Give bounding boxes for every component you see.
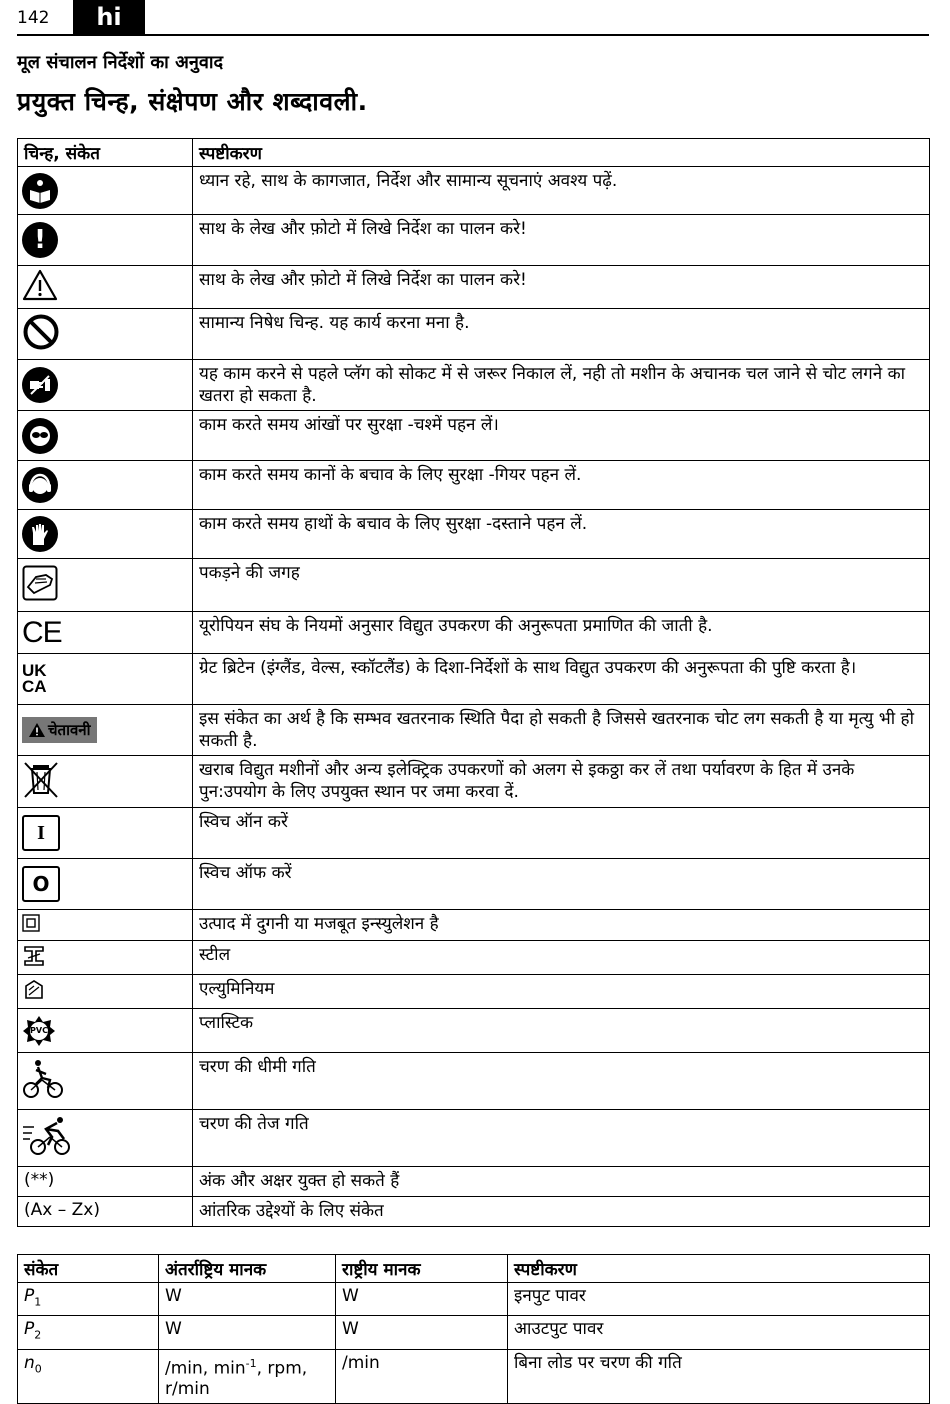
symbol-cell: [18, 859, 193, 910]
document-subtitle: मूल संचालन निर्देशों का अनुवाद: [17, 52, 224, 73]
language-badge: hi: [73, 0, 145, 34]
table-row: [18, 705, 930, 756]
symbol-cell: $n_0$: [18, 1349, 159, 1404]
symbol-cell: [18, 910, 193, 941]
explanation-cell: उत्पाद में दुगनी या मजबूत इन्स्युलेशन है: [193, 910, 930, 941]
exclamation-circle-icon: !: [22, 222, 58, 258]
symbol-cell: [18, 167, 193, 215]
double-insulation-icon: [22, 914, 40, 932]
explanation-cell: काम करते समय कानों के बचाव के लिए सुरक्षा -गियर पहन लें.: [193, 461, 930, 510]
page-number: 142: [17, 8, 50, 28]
read-manual-icon: [22, 173, 58, 209]
column-header-national: राष्ट्रीय मानक: [336, 1255, 508, 1283]
column-header-symbol: संकेत: [18, 1255, 159, 1283]
explanation-cell: खराब विद्युत मशीनों और अन्य इलेक्ट्रिक उपकरणों को अलग से इकठ्ठा कर लें तथा पर्यावरण के हित में उनके पुन:उपयोग के लिए उपयुक्त स्थान पर जमा करवा दें.: [193, 756, 930, 808]
column-header-explanation: स्पष्टीकरण: [508, 1255, 930, 1283]
national-unit-cell: W: [336, 1316, 508, 1349]
slow-cyclist-icon: [22, 1058, 64, 1100]
table-row: [18, 654, 930, 705]
explanation-cell: ग्रेट ब्रिटेन (इंग्लैंड, वेल्स, स्कॉटलैंड) के दिशा-निर्देशों के साथ विद्युत उपकरण की अनुरूपता की पुष्टि करता है।: [193, 654, 930, 705]
explanation-cell: साथ के लेख और फ़ोटो में लिखे निर्देश का पालन करे!: [193, 266, 930, 309]
table-row: [18, 1283, 930, 1316]
warning-badge-label: चेतावनी: [48, 721, 91, 739]
symbol-cell: [18, 510, 193, 559]
fast-cyclist-icon: [22, 1115, 72, 1157]
explanation-cell: इस संकेत का अर्थ है कि सम्भव खतरनाक स्थिति पैदा हो सकती है जिससे खतरनाक चोट लग सकती है या मृत्यु भी हो सकती है.: [193, 705, 930, 756]
table-row: [18, 461, 930, 510]
table-header-row: [18, 139, 930, 167]
table-row: [18, 266, 930, 309]
national-unit-cell: /min: [336, 1349, 508, 1404]
unplug-icon: [22, 367, 58, 403]
symbols-table: [17, 138, 930, 1227]
explanation-cell: आंतरिक उद्देश्यों के लिए संकेत: [193, 1197, 930, 1227]
explanation-cell: अंक और अक्षर युक्त हो सकते हैं: [193, 1167, 930, 1197]
weee-bin-icon: [22, 760, 60, 800]
table-row: [18, 309, 930, 360]
column-header-international: अंतर्राष्ट्रिय मानक: [159, 1255, 336, 1283]
table-row: [18, 1316, 930, 1349]
symbol-cell: $P_1$: [18, 1283, 159, 1316]
column-header-explanation: स्पष्टीकरण: [193, 139, 930, 167]
table-row: [18, 1167, 930, 1197]
table-row: [18, 1053, 930, 1110]
explanation-cell: आउटपुट पावर: [508, 1316, 930, 1349]
prohibition-icon: [22, 313, 60, 351]
table-row: [18, 859, 930, 910]
table-row: [18, 360, 930, 411]
gloves-icon: [22, 516, 58, 552]
symbol-cell: [18, 411, 193, 461]
switch-on-icon: I: [22, 815, 60, 851]
symbol-cell: [18, 215, 193, 266]
table-header-row: [18, 1255, 930, 1283]
explanation-cell: सामान्य निषेध चिन्ह. यह कार्य करना मना है.: [193, 309, 930, 360]
symbol-cell: [18, 1053, 193, 1110]
explanation-cell: बिना लोड पर चरण की गति: [508, 1349, 930, 1404]
table-row: [18, 910, 930, 941]
table-row: [18, 215, 930, 266]
explanation-cell: यूरोपियन संघ के नियमों अनुसार विद्युत उपकरण की अनुरूपता प्रमाणित की जाती है.: [193, 612, 930, 654]
symbol-cell: [18, 756, 193, 808]
units-table: [17, 1254, 930, 1404]
explanation-cell: प्लास्टिक: [193, 1009, 930, 1053]
intl-unit-cell: /min, $\min^{-1}$, rpm, r/min: [159, 1349, 336, 1404]
symbol-cell: $P_2$: [18, 1316, 159, 1349]
table-row: [18, 612, 930, 654]
ukca-mark-icon: UK CA: [22, 660, 47, 696]
explanation-cell: साथ के लेख और फ़ोटो में लिखे निर्देश का पालन करे!: [193, 215, 930, 266]
table-row: [18, 1197, 930, 1227]
table-row: [18, 411, 930, 461]
column-header-symbol: चिन्ह, संकेत: [18, 139, 193, 167]
table-row: [18, 1110, 930, 1167]
explanation-cell: चरण की धीमी गति: [193, 1053, 930, 1110]
symbol-cell: [18, 360, 193, 411]
explanation-cell: इनपुट पावर: [508, 1283, 930, 1316]
table-row: [18, 559, 930, 612]
explanation-cell: स्टील: [193, 941, 930, 975]
symbol-cell: [18, 705, 193, 756]
symbol-cell: [18, 1009, 193, 1053]
explanation-cell: काम करते समय आंखों पर सुरक्षा -चश्में पहन लें।: [193, 411, 930, 461]
switch-off-icon: O: [22, 866, 60, 902]
intl-unit-cell: W: [159, 1283, 336, 1316]
table-row: [18, 941, 930, 975]
symbol-cell: [18, 612, 193, 654]
symbol-cell: [18, 975, 193, 1009]
symbol-cell: [18, 1110, 193, 1167]
symbol-cell: [18, 461, 193, 510]
explanation-cell: स्विच ऑफ करें: [193, 859, 930, 910]
explanation-cell: स्विच ऑन करें: [193, 808, 930, 859]
plastic-pvc-icon: [22, 1014, 56, 1048]
table-row: [18, 756, 930, 808]
symbol-cell: (**): [18, 1167, 193, 1197]
section-title: प्रयुक्त चिन्ह, संक्षेपण और शब्दावली.: [17, 87, 368, 116]
explanation-cell: पकड़ने की जगह: [193, 559, 930, 612]
ce-mark-icon: CE: [22, 615, 62, 649]
safety-glasses-icon: [22, 418, 58, 454]
table-row: [18, 167, 930, 215]
warning-badge-icon: [22, 717, 97, 743]
explanation-cell: यह काम करने से पहले प्लॅग को सोकट में से जरूर निकाल लें, नही तो मशीन के अचानक चल जाने से चोट लगने का खतरा हो सकता है.: [193, 360, 930, 411]
aluminium-icon: [22, 978, 46, 1002]
symbol-cell: [18, 309, 193, 360]
ear-protection-icon: [22, 467, 58, 503]
symbol-cell: [18, 941, 193, 975]
explanation-cell: एल्युमिनियम: [193, 975, 930, 1009]
symbol-cell: [18, 654, 193, 705]
symbol-cell: [18, 808, 193, 859]
explanation-cell: चरण की तेज गति: [193, 1110, 930, 1167]
warning-triangle-icon: [22, 269, 58, 301]
table-row: [18, 808, 930, 859]
intl-unit-cell: W: [159, 1316, 336, 1349]
symbol-cell: [18, 559, 193, 612]
explanation-cell: ध्यान रहे, साथ के कागजात, निर्देश और सामान्य सूचनाएं अवश्य पढ़ें.: [193, 167, 930, 215]
table-row: [18, 510, 930, 559]
explanation-cell: काम करते समय हाथों के बचाव के लिए सुरक्षा -दस्ताने पहन लें.: [193, 510, 930, 559]
pvc-label: PVC: [30, 1026, 48, 1035]
page-header: [17, 0, 929, 36]
grip-surface-icon: [22, 565, 58, 601]
table-row: [18, 975, 930, 1009]
table-row: [18, 1349, 930, 1404]
symbol-cell: (Ax – Zx): [18, 1197, 193, 1227]
national-unit-cell: W: [336, 1283, 508, 1316]
table-row: [18, 1009, 930, 1053]
symbol-cell: [18, 266, 193, 309]
steel-icon: [22, 944, 46, 968]
